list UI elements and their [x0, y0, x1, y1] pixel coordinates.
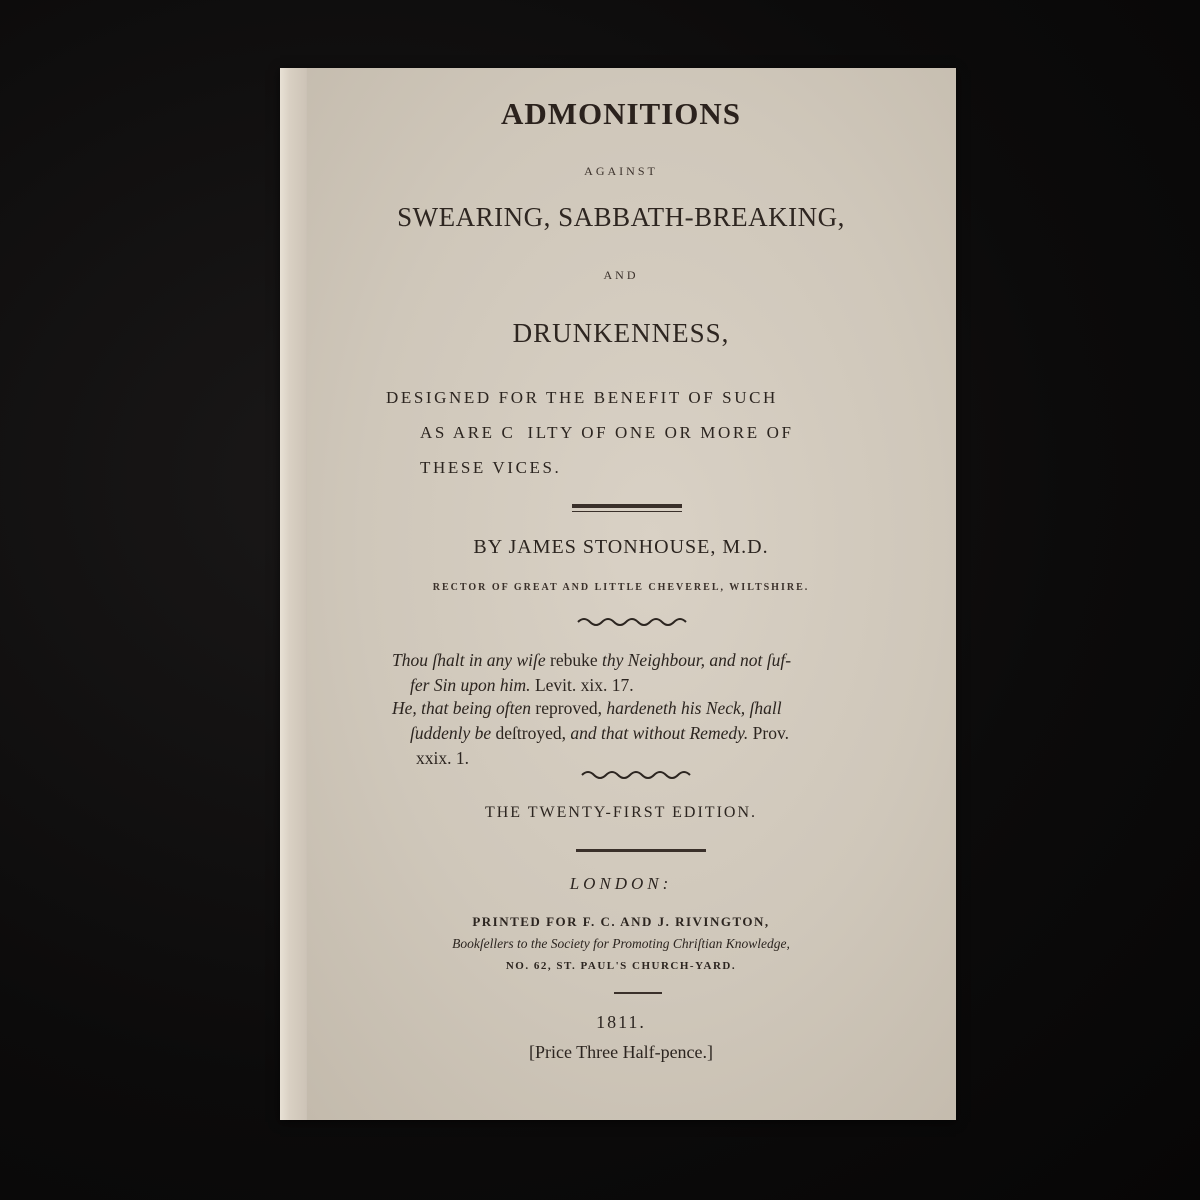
and-word: AND	[603, 268, 639, 282]
subjects-line: SWEARING, SABBATH-BREAKING,	[397, 202, 845, 232]
author-byline: BY JAMES STONHOUSE, M.D.	[473, 536, 769, 558]
short-rule-2	[614, 992, 662, 994]
wavy-divider-1	[576, 616, 692, 628]
page-spine-edge	[280, 68, 307, 1120]
designed-line-2: AS ARE C ILTY OF ONE OR MORE OF	[420, 423, 794, 442]
quote-1-italic-a: Thou ſhalt in any wiſe	[392, 650, 546, 670]
quote-2-citation: xxix. 1.	[416, 748, 469, 768]
quote-1-line-2-italic: fer Sin upon him.	[410, 675, 531, 695]
quote-1-citation: Levit. xix. 17.	[530, 675, 634, 695]
ornamental-rule-thin	[572, 511, 682, 512]
quote-2-line-2-roman-a: deſtroyed,	[491, 723, 571, 743]
ornamental-rule	[572, 504, 682, 508]
imprint-address: NO. 62, ST. PAUL'S CHURCH-YARD.	[505, 960, 737, 972]
imprint-booksellers: Bookſellers to the Society for Promoting Chriſtian Knowledge,	[452, 936, 790, 951]
scripture-quote-2	[392, 696, 892, 771]
against-word: AGAINST	[584, 164, 658, 178]
quote-2-italic-b: hardeneth his Neck, ſhall	[606, 698, 782, 718]
designed-line-3: THESE VICES.	[420, 458, 562, 477]
imprint-city: LONDON:	[569, 874, 673, 893]
designed-paragraph	[386, 380, 896, 485]
quote-2-roman-a: reproved,	[531, 698, 607, 718]
scripture-quote-1	[392, 648, 892, 698]
quote-1-italic-b: thy Neighbour, and not ſuf-	[602, 650, 792, 670]
quote-2-line-2-italic-b: and that without Remedy.	[570, 723, 749, 743]
quote-2-line-2-italic-a: ſuddenly be	[410, 723, 492, 743]
imprint-printer: PRINTED FOR F. C. AND J. RIVINGTON,	[472, 914, 770, 929]
quote-2-line-2-roman-b: Prov.	[748, 723, 789, 743]
publication-year: 1811.	[596, 1012, 646, 1032]
designed-line-1: DESIGNED FOR THE BENEFIT OF SUCH	[386, 388, 778, 407]
quote-1-roman: rebuke	[545, 650, 602, 670]
quote-2-italic-a: He, that being often	[392, 698, 532, 718]
drunkenness-line: DRUNKENNESS,	[512, 318, 730, 348]
price-line: [Price Three Half-pence.]	[528, 1042, 714, 1062]
title-page	[280, 68, 956, 1120]
author-title: RECTOR OF GREAT AND LITTLE CHEVEREL, WILTSHIRE.	[432, 582, 810, 593]
book-title: ADMONITIONS	[500, 96, 742, 131]
wavy-divider-2	[580, 769, 696, 781]
short-rule-1	[576, 849, 706, 852]
edition-line: THE TWENTY-FIRST EDITION.	[484, 804, 758, 821]
